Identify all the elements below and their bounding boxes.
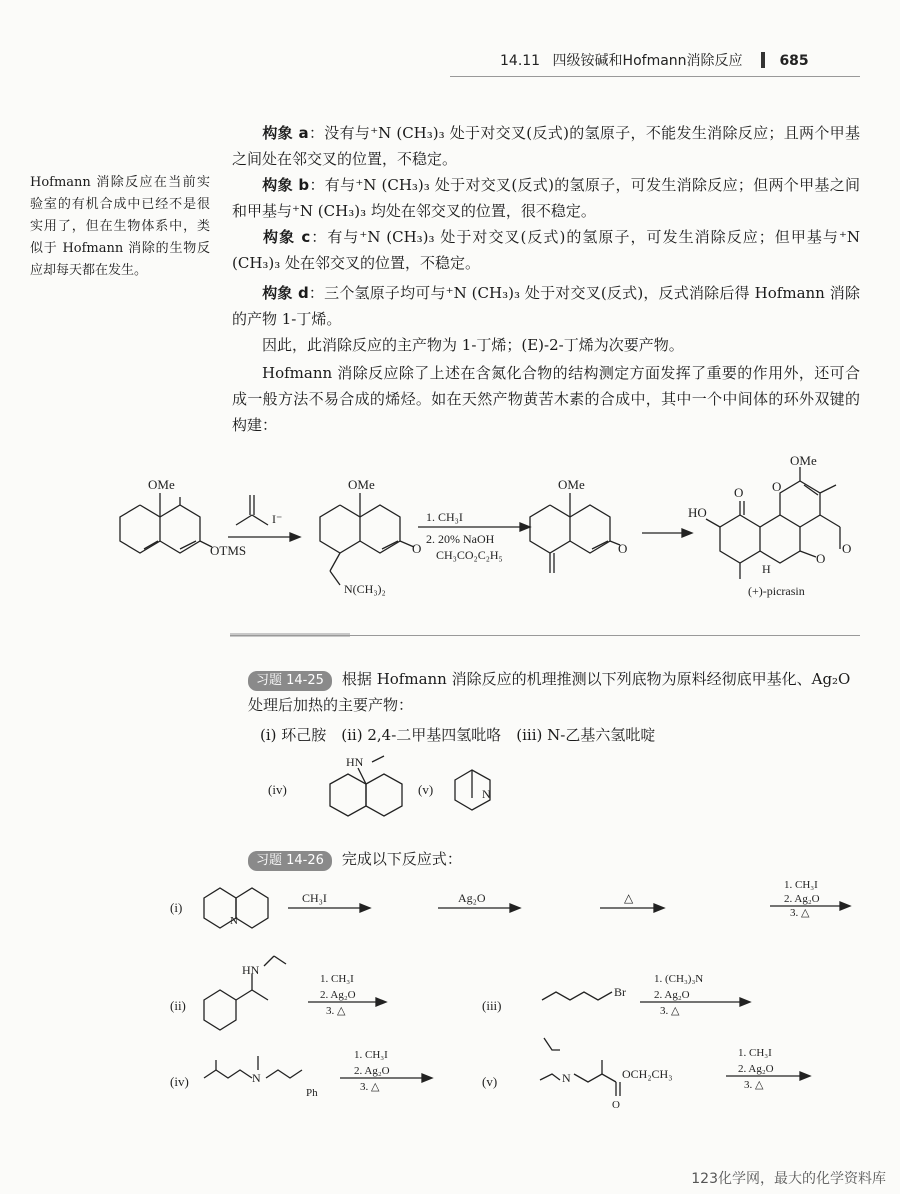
step3-label: CH₃CO₂C₂H₅ bbox=[436, 548, 503, 562]
page-number: 685 bbox=[779, 53, 809, 69]
rxn-ii-label: (ii) bbox=[170, 998, 186, 1013]
reagent-ch3i: CH₃I bbox=[302, 891, 327, 905]
ome-label-3: OMe bbox=[558, 477, 585, 492]
exercise-badge-26: 习题 14-26 bbox=[248, 851, 332, 871]
label-a: 构象 a bbox=[262, 124, 309, 142]
reagent-ag2o: Ag₂O bbox=[458, 891, 486, 905]
cyclohexyl-ring-a bbox=[330, 774, 366, 816]
exercise-14-26 bbox=[248, 846, 860, 872]
rxn-i-label: (i) bbox=[170, 900, 183, 915]
otms-label: OTMS bbox=[210, 543, 247, 558]
hn-label-ii: HN bbox=[242, 963, 260, 977]
rxn-v-step1: 1. CH₃I bbox=[738, 1047, 772, 1059]
footer-watermark: 123化学网，最大的化学资料库 bbox=[691, 1171, 886, 1187]
h-label: H bbox=[762, 562, 771, 576]
rxn-ii-step3: 3. △ bbox=[326, 1005, 346, 1017]
header-rule bbox=[450, 76, 860, 77]
exercise-25-items: (i) 环己胺 (ii) 2,4-二甲基四氢吡咯 (iii) N-乙基六氢吡啶 bbox=[260, 726, 656, 744]
rxn-v-label: (v) bbox=[482, 1074, 498, 1089]
picrasin-scheme bbox=[100, 445, 880, 620]
rxn-i-step1: 1. CH₃I bbox=[784, 879, 818, 891]
ho-label: HO bbox=[688, 505, 707, 520]
exercise-26-reactions bbox=[160, 870, 860, 1110]
rxn-ii-step1: 1. CH₃I bbox=[320, 973, 354, 985]
ethyl-b bbox=[540, 1074, 560, 1080]
text-conclusion: 因此，此消除反应的主产物为 1-丁烯；(E)-2-丁烯为次要产物。 bbox=[262, 336, 684, 354]
eschenmoser-salt bbox=[228, 495, 300, 541]
ketone-o-4a: O bbox=[734, 485, 744, 500]
rxn-ii-step2: 2. Ag₂O bbox=[320, 989, 356, 1001]
text-d: ：三个氢原子均可与⁺N (CH₃)₃ 处于对交叉(反式)，反式消除后得 Hofmann 消除的产物 1-丁烯。 bbox=[232, 284, 860, 328]
exercise-25-text: 根据 Hofmann 消除反应的机理推测以下列底物为原料经彻底甲基化、Ag₂O 处理后加热的主要产物： bbox=[248, 670, 851, 714]
text-b: ：有与⁺N (CH₃)₃ 处于对交叉(反式)的氢原子，可发生消除反应；但两个甲基之间和甲基与⁺N (CH₃)₃ 均处在邻交叉的位置，很不稳定。 bbox=[232, 176, 860, 220]
exercise-26-text: 完成以下反应式： bbox=[341, 850, 462, 868]
cyclohexyl-ring-b bbox=[366, 774, 402, 816]
isobutyl-chain bbox=[204, 1070, 252, 1078]
paragraph-application bbox=[232, 360, 860, 438]
ester-o-label: O bbox=[612, 1099, 620, 1110]
ethyl-a bbox=[544, 1038, 560, 1050]
section-title: 四级铵碱和Hofmann消除反应 bbox=[552, 53, 743, 69]
exercise-divider bbox=[230, 635, 860, 636]
text-c: ：有与⁺N (CH₃)₃ 处于对交叉(反式)的氢原子，可发生消除反应；但甲基与⁺N (CH₃)₃ 处在邻交叉的位置，不稳定。 bbox=[232, 228, 860, 272]
rxn-iii-step2: 2. Ag₂O bbox=[654, 989, 690, 1001]
rxn-iii-step3: 3. △ bbox=[660, 1005, 680, 1017]
item-iv-label: (iv) bbox=[268, 782, 287, 797]
starting-dienol-ether bbox=[120, 477, 246, 558]
label-d: 构象 d bbox=[262, 284, 309, 302]
text-application: Hofmann 消除反应除了上述在含氮化合物的结构测定方面发挥了重要的作用外，还可合成一般方法不易合成的烯烃。如在天然产物黄苦木素的合成中，其中一个中间体的环外双键的构建： bbox=[232, 364, 860, 434]
ketone-o-4b: O bbox=[772, 479, 782, 494]
paragraph-conclusion bbox=[232, 332, 860, 358]
ester-backbone bbox=[574, 1074, 616, 1082]
paragraph-conformer-c bbox=[232, 224, 860, 276]
ome-label-4: OMe bbox=[790, 453, 817, 468]
step1-label: 1. CH₃I bbox=[426, 510, 463, 524]
reagent-heat: △ bbox=[624, 891, 634, 905]
pentyl-chain bbox=[542, 992, 612, 1000]
n-label-i: N bbox=[230, 915, 238, 927]
cyclohexyl-ii bbox=[204, 990, 236, 1030]
mannich-base bbox=[320, 477, 530, 596]
ome-label-1: OMe bbox=[148, 477, 175, 492]
rxn-v-step2: 2. Ag₂O bbox=[738, 1063, 774, 1075]
exercise-14-25 bbox=[248, 666, 860, 718]
rxn-i-step2: 2. Ag₂O bbox=[784, 893, 820, 905]
ome-label-2: OMe bbox=[348, 477, 375, 492]
paragraph-conformer-a bbox=[232, 120, 860, 172]
exercise-25-structures bbox=[260, 750, 560, 835]
label-b: 构象 b bbox=[262, 176, 310, 194]
nme2-label: N(CH₃)₂ bbox=[344, 582, 386, 596]
ketone-o-2: O bbox=[412, 541, 422, 556]
lactone-o-carbonyl: O bbox=[842, 541, 852, 556]
rxn-iv-step1: 1. CH₃I bbox=[354, 1049, 388, 1061]
n-label-iv: N bbox=[252, 1071, 261, 1085]
exercise-badge-25: 习题 14-25 bbox=[248, 671, 332, 691]
exocyclic-alkene bbox=[530, 477, 627, 573]
br-label: Br bbox=[614, 985, 626, 999]
quinolizidine-b bbox=[236, 888, 268, 928]
rxn-iii-step1: 1. (CH₃)₃N bbox=[654, 973, 704, 985]
ketone-o-3: O bbox=[618, 541, 628, 556]
paragraph-conformer-b bbox=[232, 172, 860, 224]
lactone-o-ring: O bbox=[816, 551, 826, 566]
ph-label: Ph bbox=[306, 1087, 318, 1099]
rxn-iv-step3: 3. △ bbox=[360, 1081, 380, 1093]
picrasin bbox=[688, 453, 851, 598]
rxn-iv-label: (iv) bbox=[170, 1074, 189, 1089]
rxn-i-step3: 3. △ bbox=[790, 907, 810, 919]
hn-label-25: HN bbox=[346, 755, 364, 769]
paragraph-conformer-d bbox=[232, 280, 860, 332]
section-number: 14.11 bbox=[500, 53, 541, 69]
rxn-iv-step2: 2. Ag₂O bbox=[354, 1065, 390, 1077]
phenethyl-chain bbox=[266, 1070, 302, 1078]
n-label-25: N bbox=[482, 787, 491, 801]
step2-label: 2. 20% NaOH bbox=[426, 532, 495, 546]
margin-note: Hofmann 消除反应在当前实验室的有机合成中已经不是很实用了，但在生物体系中，类似于 Hofmann 消除的生物反应却每天都在发生。 bbox=[30, 175, 210, 278]
item-v-label: (v) bbox=[418, 782, 434, 797]
iodide-label: I⁻ bbox=[272, 512, 283, 526]
rxn-v-step3: 3. △ bbox=[744, 1079, 764, 1091]
n-label-v: N bbox=[562, 1071, 571, 1085]
header-bar bbox=[761, 52, 765, 68]
rxn-iii-label: (iii) bbox=[482, 998, 502, 1013]
oet-label: OCH₂CH₃ bbox=[622, 1067, 673, 1081]
running-header bbox=[500, 50, 809, 70]
text-a: ：没有与⁺N (CH₃)₃ 处于对交叉(反式)的氢原子，不能发生消除反应；且两个甲基之间处在邻交叉的位置，不稳定。 bbox=[232, 124, 860, 168]
picrasin-name: (+)-picrasin bbox=[748, 584, 805, 598]
label-c: 构象 c bbox=[262, 228, 311, 246]
